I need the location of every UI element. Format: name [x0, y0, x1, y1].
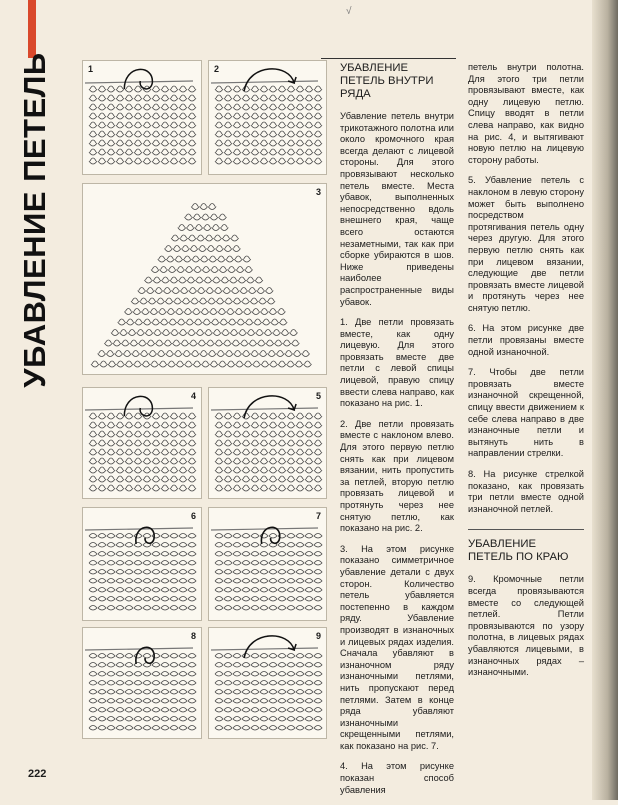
heading-rule — [321, 58, 456, 59]
page-edge-shadow — [592, 0, 618, 800]
figure-label: 2 — [214, 64, 220, 74]
figure-label: 9 — [315, 631, 321, 641]
knit-illustration — [209, 508, 326, 620]
subsection-heading: УБАВЛЕНИЕ ПЕТЕЛЬ ПО КРАЮ — [468, 529, 584, 564]
corner-mark: √ — [346, 6, 352, 17]
paragraph: 5. Убавление петель с наклоном в левую сторону может быть выполнено посредством протягивания петель одну через другую. Для этого первую петлю снять как при лицевом вязании, следующие две петли провязать вместе лицевой и протянуть через нее снятую петлю. — [468, 175, 584, 313]
figure-5 — [208, 387, 327, 499]
figure-label: 5 — [315, 391, 321, 401]
figure-label: 3 — [315, 187, 321, 197]
figure-label: 8 — [190, 631, 196, 641]
section-heading: УБАВЛЕНИЕ ПЕТЕЛЬ ВНУТРИ РЯДА — [340, 62, 434, 100]
paragraph: 8. На рисунке стрелкой показано, как провязать три петли вместе одной изнаночной петлей. — [468, 469, 584, 514]
paragraph: Убавление петель внутри трикотажного полотна или около кромочного края всегда делают с лицевой стороны. Для этого провязывают несколько петель вместе. Места убавок, выполненных непосредственно вдоль внешнего края, чаще всего остаются незаметными, так как при сборке убираются в шов. Ниже приведены наиболее распространенные виды убавок. — [340, 111, 455, 307]
paragraph: 9. Кромочные петли всегда провязываются вместе со следующей петлей. Петли провязываются по узору полотна, в лицевых рядах убавляются лицевыми, в изнаночных рядах – изнаночными. — [468, 574, 584, 678]
figure-9 — [208, 627, 327, 739]
figure-1 — [82, 60, 202, 175]
paragraph: 3. На этом рисунке показано симметричное убавление детали с двух сторон. Количество петель убавляется постепенно в каждом ряду. Убавление производят в изнаночных и лицевых рядах изделия. Сначала убавляют в изнаночном ряду изнаночными петлями, нить пропускают перед петлями. Затем в конце ряда убавляют изнаночными скрещенными петлями, как показано на рис. 7. — [340, 543, 454, 751]
figure-6 — [82, 507, 202, 621]
text-column-2 — [468, 62, 584, 688]
figure-4 — [82, 387, 202, 499]
knit-illustration — [83, 388, 201, 498]
knit-illustration — [83, 628, 201, 738]
page-number: 222 — [28, 768, 47, 780]
knit-illustration — [209, 388, 326, 498]
text-column-1 — [340, 62, 454, 805]
figure-7 — [208, 507, 327, 621]
figure-label: 6 — [190, 511, 196, 521]
paragraph: 1. Две петли провязать вместе, как одну лицевую. Для этого провязать вместе две петли с левой спицы лицевой, правую спицу ввести слева направо, как показано на рис. 1. — [340, 317, 454, 409]
knit-illustration — [83, 61, 201, 174]
paragraph: 2. Две петли провязать вместе с наклоном влево. Для этого первую петлю снять как при лицевом вязании, нить пропустить за петлей, вторую петлю провязать лицевой и протянуть через нее снятую петлю, как показано на рис. 2. — [340, 418, 454, 534]
knit-illustration — [83, 508, 201, 620]
side-title — [10, 52, 60, 388]
paragraph: 7. Чтобы две петли провязать вместе изнаночной скрещенной, спицу ввести движением к себе слева направо в две изнаночные петли и вытянуть нить в направлении стрелки. — [468, 367, 584, 459]
paragraph: 4. На этом рисунке показан способ убавления — [340, 761, 454, 795]
figure-label: 4 — [190, 391, 196, 401]
accent-bar — [28, 0, 36, 58]
figure-label: 1 — [88, 64, 94, 74]
knit-illustration — [209, 61, 326, 174]
knit-illustration — [209, 628, 326, 738]
side-title-text: УБАВЛЕНИЕ ПЕТЕЛЬ — [17, 52, 52, 388]
paragraph: петель внутри полотна. Для этого три петли провязывают вместе, как одну лицевую петлю. Спицу вводят в петли слева направо, как видно на рис. 4, и вытягивают новую петлю на лицевую сторону работы. — [468, 62, 584, 165]
figure-2 — [208, 60, 327, 175]
knit-illustration — [83, 184, 326, 374]
paragraph: 6. На этом рисунке две петли провязаны вместе одной изнаночной. — [468, 323, 584, 357]
figure-3 — [82, 183, 327, 375]
figure-label: 7 — [315, 511, 321, 521]
figure-8 — [82, 627, 202, 739]
